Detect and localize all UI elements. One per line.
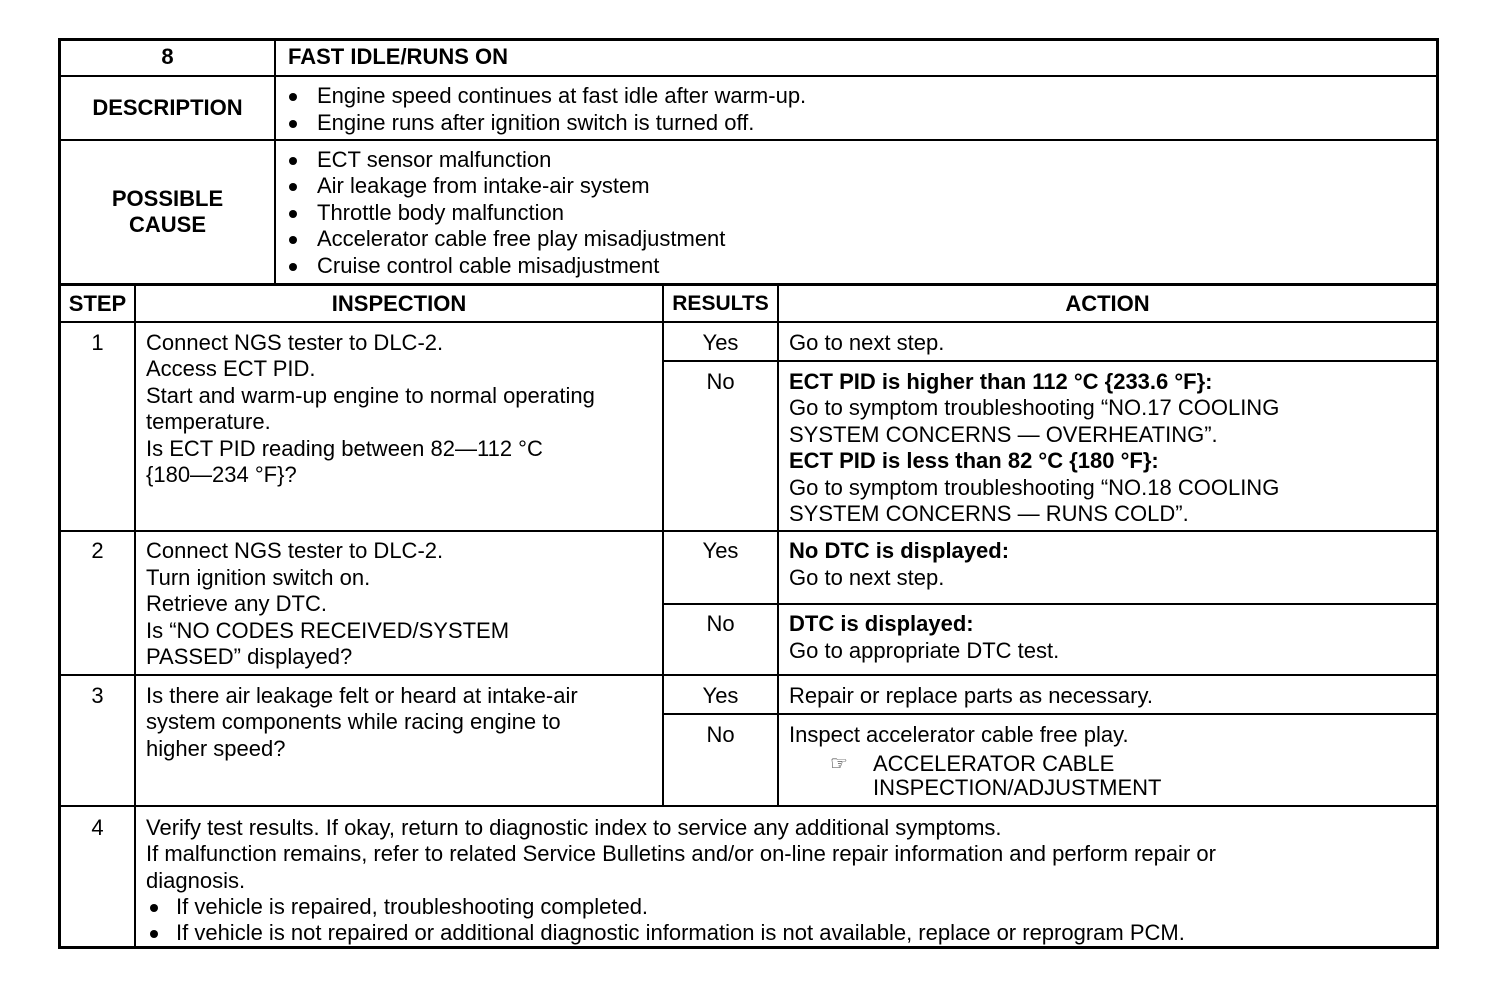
bullet <box>289 263 297 271</box>
section-title: FAST IDLE/RUNS ON <box>288 44 509 69</box>
inspection-text: Retrieve any DTC. <box>146 591 327 616</box>
action-text: Go to next step. <box>789 565 945 590</box>
column-header-results: RESULTS <box>672 292 769 315</box>
bullet <box>289 236 297 244</box>
rule <box>134 284 136 949</box>
cause-item: Air leakage from intake-air system <box>317 173 650 198</box>
bullet <box>289 93 297 101</box>
action-heading: ECT PID is less than 82 °C {180 °F}: <box>789 448 1159 473</box>
rule <box>58 530 1439 532</box>
action-text: SYSTEM CONCERNS — OVERHEATING”. <box>789 422 1218 447</box>
inspection-text: Turn ignition switch on. <box>146 565 371 590</box>
action-text: Repair or replace parts as necessary. <box>789 683 1153 708</box>
inspection-text: Connect NGS tester to DLC-2. <box>146 330 444 355</box>
inspection-text: Connect NGS tester to DLC-2. <box>146 538 444 563</box>
action-text: Inspect accelerator cable free play. <box>789 722 1129 747</box>
result-no: No <box>706 722 735 747</box>
step-number: 1 <box>91 330 104 355</box>
action-text: Go to appropriate DTC test. <box>789 638 1060 663</box>
rule <box>58 674 1439 676</box>
description-label: DESCRIPTION <box>92 95 243 120</box>
bullet <box>289 157 297 165</box>
table-border-top <box>58 38 1439 41</box>
reference-icon: ☞ <box>830 753 848 775</box>
inspection-text: Is there air leakage felt or heard at intake-air <box>146 683 578 708</box>
column-header-action: ACTION <box>1065 291 1150 316</box>
rule <box>58 321 1439 323</box>
rule <box>58 75 1439 77</box>
step-number: 4 <box>91 815 104 840</box>
inspection-text: PASSED” displayed? <box>146 644 353 669</box>
cause-item: ECT sensor malfunction <box>317 147 552 172</box>
reference-link: ACCELERATOR CABLE <box>873 751 1115 776</box>
result-no: No <box>706 611 735 636</box>
action-text: Go to symptom troubleshooting “NO.18 COOLING <box>789 475 1280 500</box>
column-header-step: STEP <box>68 291 127 316</box>
action-text: Go to symptom troubleshooting “NO.17 COOLING <box>789 395 1280 420</box>
rule <box>58 283 1439 286</box>
description-item: Engine runs after ignition switch is turned off. <box>317 110 755 135</box>
section-number: 8 <box>161 44 174 69</box>
rule <box>777 284 779 807</box>
step-text: Verify test results. If okay, return to diagnostic index to service any additional symptoms. <box>146 815 1002 840</box>
action-text: SYSTEM CONCERNS — RUNS COLD”. <box>789 501 1189 526</box>
step-bullet-text: If vehicle is not repaired or additional diagnostic information is not available, replace or reprogram PCM. <box>176 920 1185 945</box>
inspection-text: Is “NO CODES RECEIVED/SYSTEM <box>146 618 510 643</box>
inspection-text: system components while racing engine to <box>146 709 561 734</box>
description-item: Engine speed continues at fast idle after warm-up. <box>317 83 807 108</box>
rule <box>58 805 1439 807</box>
table-border-right <box>1436 38 1439 949</box>
step-text: If malfunction remains, refer to related Service Bulletins and/or on-line repair information and perform repair or <box>146 841 1216 866</box>
result-yes: Yes <box>702 330 739 355</box>
inspection-text: higher speed? <box>146 736 286 761</box>
inspection-text: Is ECT PID reading between 82—112 °C <box>146 436 543 461</box>
cause-item: Accelerator cable free play misadjustment <box>317 226 726 251</box>
action-heading: No DTC is displayed: <box>789 538 1010 563</box>
step-bullet-text: If vehicle is repaired, troubleshooting completed. <box>176 894 649 919</box>
bullet <box>289 120 297 128</box>
rule <box>58 139 1439 141</box>
bullet <box>289 183 297 191</box>
action-heading: DTC is displayed: <box>789 611 974 636</box>
bullet <box>150 930 158 938</box>
inspection-text: {180—234 °F}? <box>146 462 297 487</box>
troubleshooting-table <box>58 38 1439 949</box>
column-header-inspection: INSPECTION <box>331 291 467 316</box>
inspection-text: temperature. <box>146 409 271 434</box>
reference-link: INSPECTION/ADJUSTMENT <box>873 775 1162 800</box>
result-yes: Yes <box>702 683 739 708</box>
inspection-text: Access ECT PID. <box>146 356 316 381</box>
table-border-left <box>58 38 61 949</box>
bullet <box>289 210 297 218</box>
inspection-text: Start and warm-up engine to normal operating <box>146 383 595 408</box>
action-heading: ECT PID is higher than 112 °C {233.6 °F}: <box>789 369 1213 394</box>
possible-cause-label: CAUSE <box>128 212 206 237</box>
step-number: 3 <box>91 683 104 708</box>
action-text: Go to next step. <box>789 330 945 355</box>
step-number: 2 <box>91 538 104 563</box>
possible-cause-label: POSSIBLE <box>111 186 224 211</box>
rule <box>274 38 276 284</box>
cause-item: Throttle body malfunction <box>317 200 565 225</box>
cause-item: Cruise control cable misadjustment <box>317 253 660 278</box>
bullet <box>150 904 158 912</box>
result-yes: Yes <box>702 538 739 563</box>
step-text: diagnosis. <box>146 868 246 893</box>
result-no: No <box>706 369 735 394</box>
